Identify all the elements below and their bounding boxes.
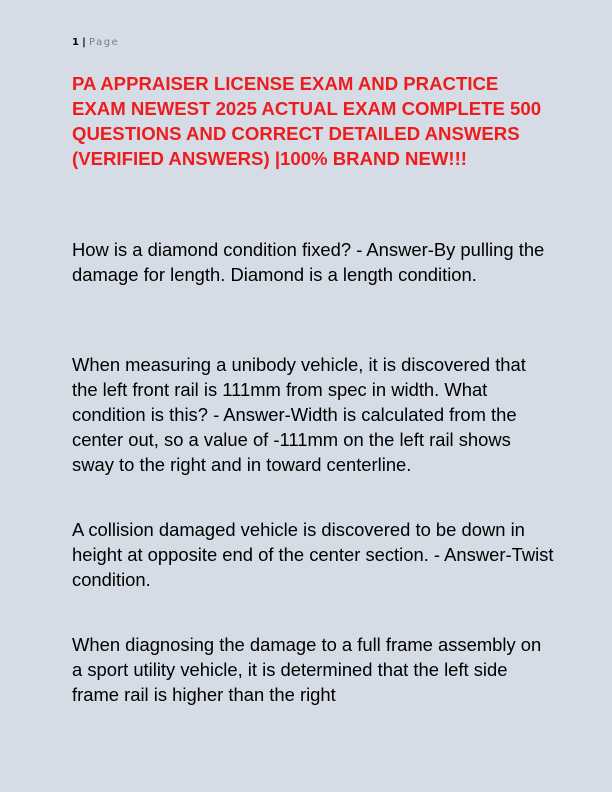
document-title: PA APPRAISER LICENSE EXAM AND PRACTICE EXAM NEWEST 2025 ACTUAL EXAM COMPLETE 500 QUESTIONS AND CORRECT DETAILED ANSWERS (VERIFIED ANSWERS) |100% BRAND NEW!!! [72, 73, 542, 169]
qa-paragraph-full-frame: When diagnosing the damage to a full frame assembly on a sport utility vehicle, it is determined that the left side frame rail is higher than the right [72, 634, 542, 705]
qa-paragraph-diamond: How is a diamond condition fixed? - Answer-By pulling the damage for length. Diamond is a length condition. [72, 239, 545, 285]
page-separator: | [82, 37, 86, 48]
page-word: Page [89, 37, 120, 48]
qa-paragraph-unibody-width: When measuring a unibody vehicle, it is discovered that the left front rail is 111mm from spec in width. What condition is this? - Answer-Width is calculated from the center out, so a value of -111mm on the left rail shows sway to the right and in toward centerline. [72, 354, 526, 475]
page-header [72, 37, 119, 49]
page-number: 1 [72, 37, 79, 48]
qa-paragraph-twist: A collision damaged vehicle is discovered to be down in height at opposite end of the center section. - Answer-Twist condition. [72, 519, 554, 590]
